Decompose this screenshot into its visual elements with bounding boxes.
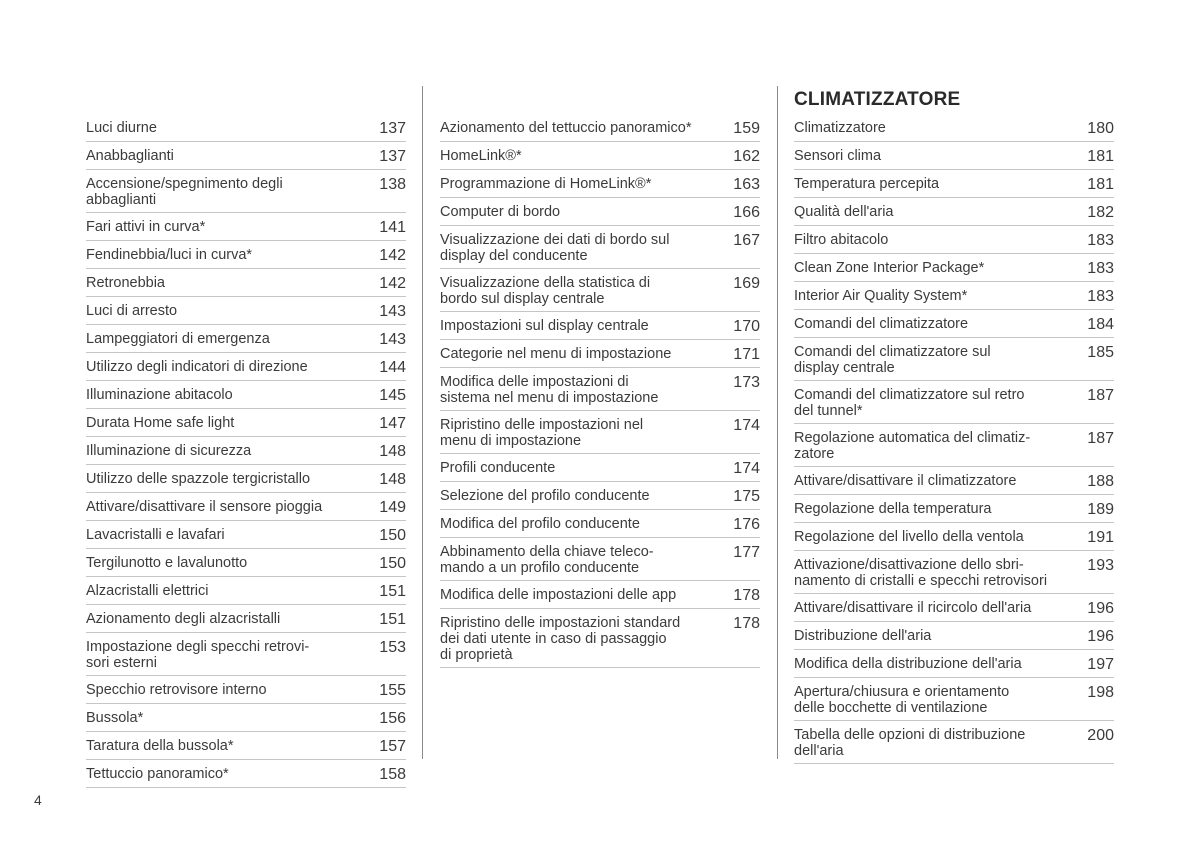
toc-entry-title: Impostazioni sul display centrale [440,318,649,334]
toc-entry[interactable] [86,680,406,704]
toc-entry-title: Regolazione automatica del climatiz- zatore [794,430,1031,462]
toc-column-2 [440,118,760,672]
toc-entries [794,118,1114,764]
toc-entry-page: 183 [1087,232,1114,249]
toc-entry-page: 151 [379,583,406,600]
toc-entry[interactable] [794,527,1114,551]
toc-entry-page: 149 [379,499,406,516]
toc-entry[interactable] [86,708,406,732]
toc-entry-title: Modifica del profilo conducente [440,516,640,532]
toc-entry-page: 137 [379,120,406,137]
toc-entry-page: 150 [379,527,406,544]
toc-entry[interactable] [794,654,1114,678]
toc-entry-title: Tergilunotto e lavalunotto [86,555,248,571]
toc-entry-page: 200 [1087,727,1114,744]
toc-entry[interactable] [794,146,1114,170]
toc-entry-title: Tabella delle opzioni di distribuzione dell'aria [794,727,1026,759]
toc-entry[interactable] [86,525,406,549]
toc-entry[interactable] [440,585,760,609]
toc-entry-page: 173 [733,374,760,391]
toc-entry-page: 147 [379,415,406,432]
toc-entry[interactable] [86,609,406,633]
toc-entry[interactable] [440,202,760,226]
toc-entry[interactable] [440,542,760,581]
toc-entry-page: 158 [379,766,406,783]
toc-entry-title: Specchio retrovisore interno [86,682,267,698]
toc-entry[interactable] [86,245,406,269]
toc-entry-title: Climatizzatore [794,120,886,136]
toc-entry[interactable] [794,286,1114,310]
toc-entry-title: Lampeggiatori di emergenza [86,331,270,347]
toc-entry-page: 196 [1087,600,1114,617]
toc-entry-title: Filtro abitacolo [794,232,889,248]
toc-entry-page: 148 [379,443,406,460]
toc-entry-page: 196 [1087,628,1114,645]
toc-entry[interactable] [440,486,760,510]
toc-entry[interactable] [794,682,1114,721]
toc-entry-title: Programmazione di HomeLink®* [440,176,652,192]
toc-entry-page: 148 [379,471,406,488]
toc-entry-title: Attivare/disattivare il ricircolo dell'aria [794,600,1032,616]
toc-entry[interactable] [794,555,1114,594]
toc-entry-title: Azionamento del tettuccio panoramico* [440,120,692,136]
toc-entry[interactable] [440,344,760,368]
toc-entry-title: Comandi del climatizzatore sul retro del tunnel* [794,387,1025,419]
toc-entry-title: Clean Zone Interior Package* [794,260,985,276]
toc-entry-title: Alzacristalli elettrici [86,583,209,599]
toc-entry[interactable] [440,415,760,454]
toc-entry[interactable] [440,146,760,170]
toc-entry[interactable] [794,118,1114,142]
toc-entry-title: Distribuzione dell'aria [794,628,932,644]
toc-entry-title: Modifica della distribuzione dell'aria [794,656,1022,672]
toc-entry[interactable] [794,385,1114,424]
toc-entry-title: Modifica delle impostazioni di sistema nel menu di impostazione [440,374,659,406]
toc-entry[interactable] [794,314,1114,338]
toc-entry-title: Illuminazione di sicurezza [86,443,252,459]
column-divider [777,86,778,759]
toc-entry[interactable] [440,458,760,482]
toc-entry-page: 157 [379,738,406,755]
toc-entry[interactable] [86,469,406,493]
toc-entry[interactable] [86,357,406,381]
toc-entry-page: 188 [1087,473,1114,490]
toc-entry-page: 142 [379,275,406,292]
toc-entry-title: Abbinamento della chiave teleco- mando a un profilo conducente [440,544,654,576]
toc-entry[interactable] [86,174,406,213]
toc-entry-title: Azionamento degli alzacristalli [86,611,281,627]
toc-entry[interactable] [440,118,760,142]
toc-entry-page: 178 [733,587,760,604]
toc-entry[interactable] [440,174,760,198]
toc-entry-page: 197 [1087,656,1114,673]
toc-entry[interactable] [794,230,1114,254]
toc-entry-page: 166 [733,204,760,221]
toc-entry-page: 170 [733,318,760,335]
toc-entry-page: 150 [379,555,406,572]
toc-entry-title: HomeLink®* [440,148,522,164]
toc-entry-title: Utilizzo delle spazzole tergicristallo [86,471,311,487]
toc-entry[interactable] [86,441,406,465]
toc-entry-page: 181 [1087,148,1114,165]
toc-entry-title: Durata Home safe light [86,415,235,431]
toc-entry-page: 183 [1087,260,1114,277]
toc-entry[interactable] [440,230,760,269]
toc-entry-title: Ripristino delle impostazioni nel menu di impostazione [440,417,644,449]
toc-entry-page: 167 [733,232,760,249]
toc-entry-page: 169 [733,275,760,292]
toc-entry-page: 177 [733,544,760,561]
toc-entry-title: Selezione del profilo conducente [440,488,650,504]
toc-entry[interactable] [794,428,1114,467]
toc-entry[interactable] [794,202,1114,226]
toc-entry-page: 162 [733,148,760,165]
toc-entry-page: 151 [379,611,406,628]
toc-entry[interactable] [86,146,406,170]
toc-entry-page: 144 [379,359,406,376]
toc-entry-page: 187 [1087,387,1114,404]
column-divider [422,86,423,759]
toc-entry-title: Comandi del climatizzatore sul display centrale [794,344,991,376]
toc-entry-title: Modifica delle impostazioni delle app [440,587,677,603]
toc-entry[interactable] [86,273,406,297]
toc-entry-title: Attivare/disattivare il sensore pioggia [86,499,323,515]
toc-entry[interactable] [794,471,1114,495]
toc-entry-title: Attivare/disattivare il climatizzatore [794,473,1017,489]
toc-entry-page: 163 [733,176,760,193]
toc-entry[interactable] [86,553,406,577]
toc-entry-page: 181 [1087,176,1114,193]
toc-entry[interactable] [86,301,406,325]
toc-entry-title: Fari attivi in curva* [86,219,206,235]
toc-entry-title: Sensori clima [794,148,882,164]
toc-entry-title: Computer di bordo [440,204,561,220]
toc-entry[interactable] [86,736,406,760]
toc-entry-page: 155 [379,682,406,699]
toc-column-3 [794,88,1114,768]
toc-entry-page: 191 [1087,529,1114,546]
toc-entry-title: Temperatura percepita [794,176,940,192]
toc-entry-page: 141 [379,219,406,236]
toc-entry-title: Taratura della bussola* [86,738,234,754]
toc-entry-page: 187 [1087,430,1114,447]
toc-entry-title: Bussola* [86,710,144,726]
toc-entry-title: Luci diurne [86,120,157,136]
toc-entry[interactable] [794,499,1114,523]
toc-entry[interactable] [794,258,1114,282]
toc-entry-page: 182 [1087,204,1114,221]
toc-entry-page: 174 [733,460,760,477]
toc-entry[interactable] [86,118,406,142]
toc-entry-page: 156 [379,710,406,727]
toc-entry-title: Ripristino delle impostazioni standard dei dati utente in caso di passaggio di proprietà [440,615,681,663]
toc-entry-page: 198 [1087,684,1114,701]
toc-entry-title: Interior Air Quality System* [794,288,968,304]
toc-entry[interactable] [440,613,760,668]
toc-entry-title: Tettuccio panoramico* [86,766,229,782]
toc-entry[interactable] [86,581,406,605]
toc-entry-page: 171 [733,346,760,363]
toc-entry-title: Impostazione degli specchi retrovi- sori esterni [86,639,310,671]
toc-entry[interactable] [440,316,760,340]
toc-entry[interactable] [794,725,1114,764]
toc-entry-title: Apertura/chiusura e orientamento delle bocchette di ventilazione [794,684,1010,716]
toc-entry-page: 137 [379,148,406,165]
toc-entry-page: 193 [1087,557,1114,574]
toc-entry-page: 159 [733,120,760,137]
toc-entry[interactable] [86,385,406,409]
toc-entry-page: 180 [1087,120,1114,137]
toc-entry[interactable] [86,497,406,521]
toc-entry-title: Lavacristalli e lavafari [86,527,225,543]
toc-entry[interactable] [440,273,760,312]
toc-entry[interactable] [86,637,406,676]
toc-entry[interactable] [794,598,1114,622]
toc-entry-page: 175 [733,488,760,505]
toc-entry-title: Qualità dell'aria [794,204,894,220]
toc-entry-title: Regolazione del livello della ventola [794,529,1024,545]
toc-column-1 [86,118,406,792]
toc-entry-page: 185 [1087,344,1114,361]
toc-entry-title: Utilizzo degli indicatori di direzione [86,359,308,375]
toc-entry[interactable] [794,174,1114,198]
toc-entry-title: Accensione/spegnimento degli abbaglianti [86,176,283,208]
section-heading: CLIMATIZZATORE [794,89,961,110]
toc-entry-title: Comandi del climatizzatore [794,316,969,332]
toc-entry-title: Fendinebbia/luci in curva* [86,247,253,263]
toc-entry-page: 184 [1087,316,1114,333]
toc-entry-title: Luci di arresto [86,303,178,319]
toc-entry-page: 183 [1087,288,1114,305]
toc-entry-title: Visualizzazione della statistica di bordo sul display centrale [440,275,651,307]
toc-entry-title: Categorie nel menu di impostazione [440,346,672,362]
toc-entry-page: 145 [379,387,406,404]
toc-entry-page: 178 [733,615,760,632]
toc-entry[interactable] [440,372,760,411]
toc-entry-title: Retronebbia [86,275,165,291]
toc-entry-title: Anabbaglianti [86,148,174,164]
toc-entry[interactable] [86,413,406,437]
toc-entry-title: Attivazione/disattivazione dello sbri- namento di cristalli e specchi retrovisori [794,557,1048,589]
toc-entry[interactable] [440,514,760,538]
toc-entry[interactable] [86,217,406,241]
toc-entry-page: 189 [1087,501,1114,518]
toc-entry-page: 138 [379,176,406,193]
toc-entry[interactable] [794,626,1114,650]
toc-entry-title: Illuminazione abitacolo [86,387,233,403]
toc-entry-title: Visualizzazione dei dati di bordo sul display del conducente [440,232,670,264]
toc-entry-page: 143 [379,303,406,320]
toc-entry[interactable] [794,342,1114,381]
toc-entry-page: 153 [379,639,406,656]
toc-entry[interactable] [86,329,406,353]
toc-entry-page: 142 [379,247,406,264]
toc-entry-page: 176 [733,516,760,533]
toc-entry-title: Regolazione della temperatura [794,501,992,517]
toc-entry-title: Profili conducente [440,460,556,476]
toc-entry-page: 174 [733,417,760,434]
page-number: 4 [34,792,42,808]
toc-entry-page: 143 [379,331,406,348]
toc-entry[interactable] [86,764,406,788]
